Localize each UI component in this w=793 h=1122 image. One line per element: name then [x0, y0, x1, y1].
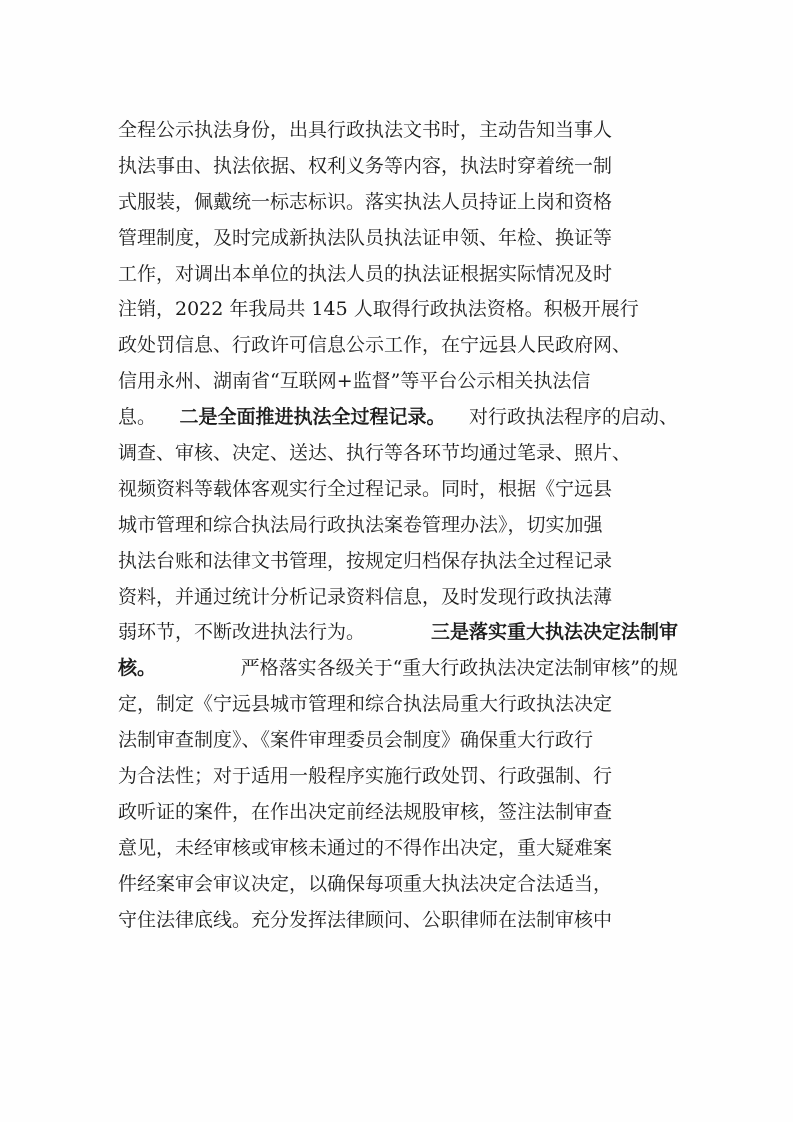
text-line: 管理制度，及时完成新执法队员执法证申领、年检、换证等 — [118, 226, 613, 249]
text-line: 执法台账和法律文书管理，按规定归档保存执法全过程记录 — [118, 549, 613, 572]
text-line: 城市管理和综合执法局行政执法案卷管理办法》，切实加强 — [118, 513, 603, 536]
text-line: 政听证的案件，在作出决定前经法规股审核，签注法制审查 — [118, 800, 613, 823]
section-heading-2: 二是全面推进执法全过程记录。 — [179, 406, 446, 429]
text-line: 核。 严格落实各级关于“重大行政执法决定法制审核”的规 — [118, 651, 678, 687]
text-line: 资料，并通过统计分析记录资料信息，及时发现行政执法薄 — [118, 585, 613, 608]
text-line: 式服装，佩戴统一标志标识。落实执法人员持证上岗和资格 — [118, 190, 613, 213]
text-line: 为合法性；对于适用一般程序实施行政处罚、行政强制、行 — [118, 765, 613, 788]
text-line: 工作，对调出本单位的执法人员的执法证根据实际情况及时 — [118, 262, 613, 285]
text-line: 息。 二是全面推进执法全过程记录。 对行政执法程序的启动、 — [118, 400, 678, 436]
text-line: 弱环节，不断改进执法行为。 三是落实重大执法决定法制审 — [118, 615, 678, 651]
body-text — [118, 113, 678, 938]
text-line: 调查、审核、决定、送达、执行等各环节均通过笔录、照片、 — [118, 442, 632, 465]
text-line: 件经案审会审议决定，以确保每项重大执法决定合法适当， — [118, 872, 613, 895]
text-line: 视频资料等载体客观实行全过程记录。同时，根据《宁远县 — [118, 477, 613, 500]
text-line: 意见，未经审核或审核未通过的不得作出决定，重大疑难案 — [118, 836, 613, 859]
text-line: 守住法律底线。充分发挥法律顾问、公职律师在法制审核中 — [118, 908, 613, 931]
text-line: 法制审查制度》、《案件审理委员会制度》确保重大行政行 — [118, 729, 594, 752]
text-line: 政处罚信息、行政许可信息公示工作，在宁远县人民政府网、 — [118, 334, 632, 357]
section-heading-3: 三是落实重大执法决定法制审 — [430, 621, 678, 644]
text-line: 执法事由、执法依据、权利义务等内容，执法时穿着统一制 — [118, 154, 613, 177]
text-line: 全程公示执法身份，出具行政执法文书时，主动告知当事人 — [118, 119, 613, 141]
section-heading-3-end: 核。 — [118, 657, 157, 680]
text-line: 注销，2022 年我局共 145 人取得行政执法资格。积极开展行 — [118, 298, 639, 321]
text-line: 定，制定《宁远县城市管理和综合执法局重大行政执法决定 — [118, 693, 613, 716]
text-line: 信用永州、湖南省“互联网+监督”等平台公示相关执法信 — [118, 370, 591, 393]
